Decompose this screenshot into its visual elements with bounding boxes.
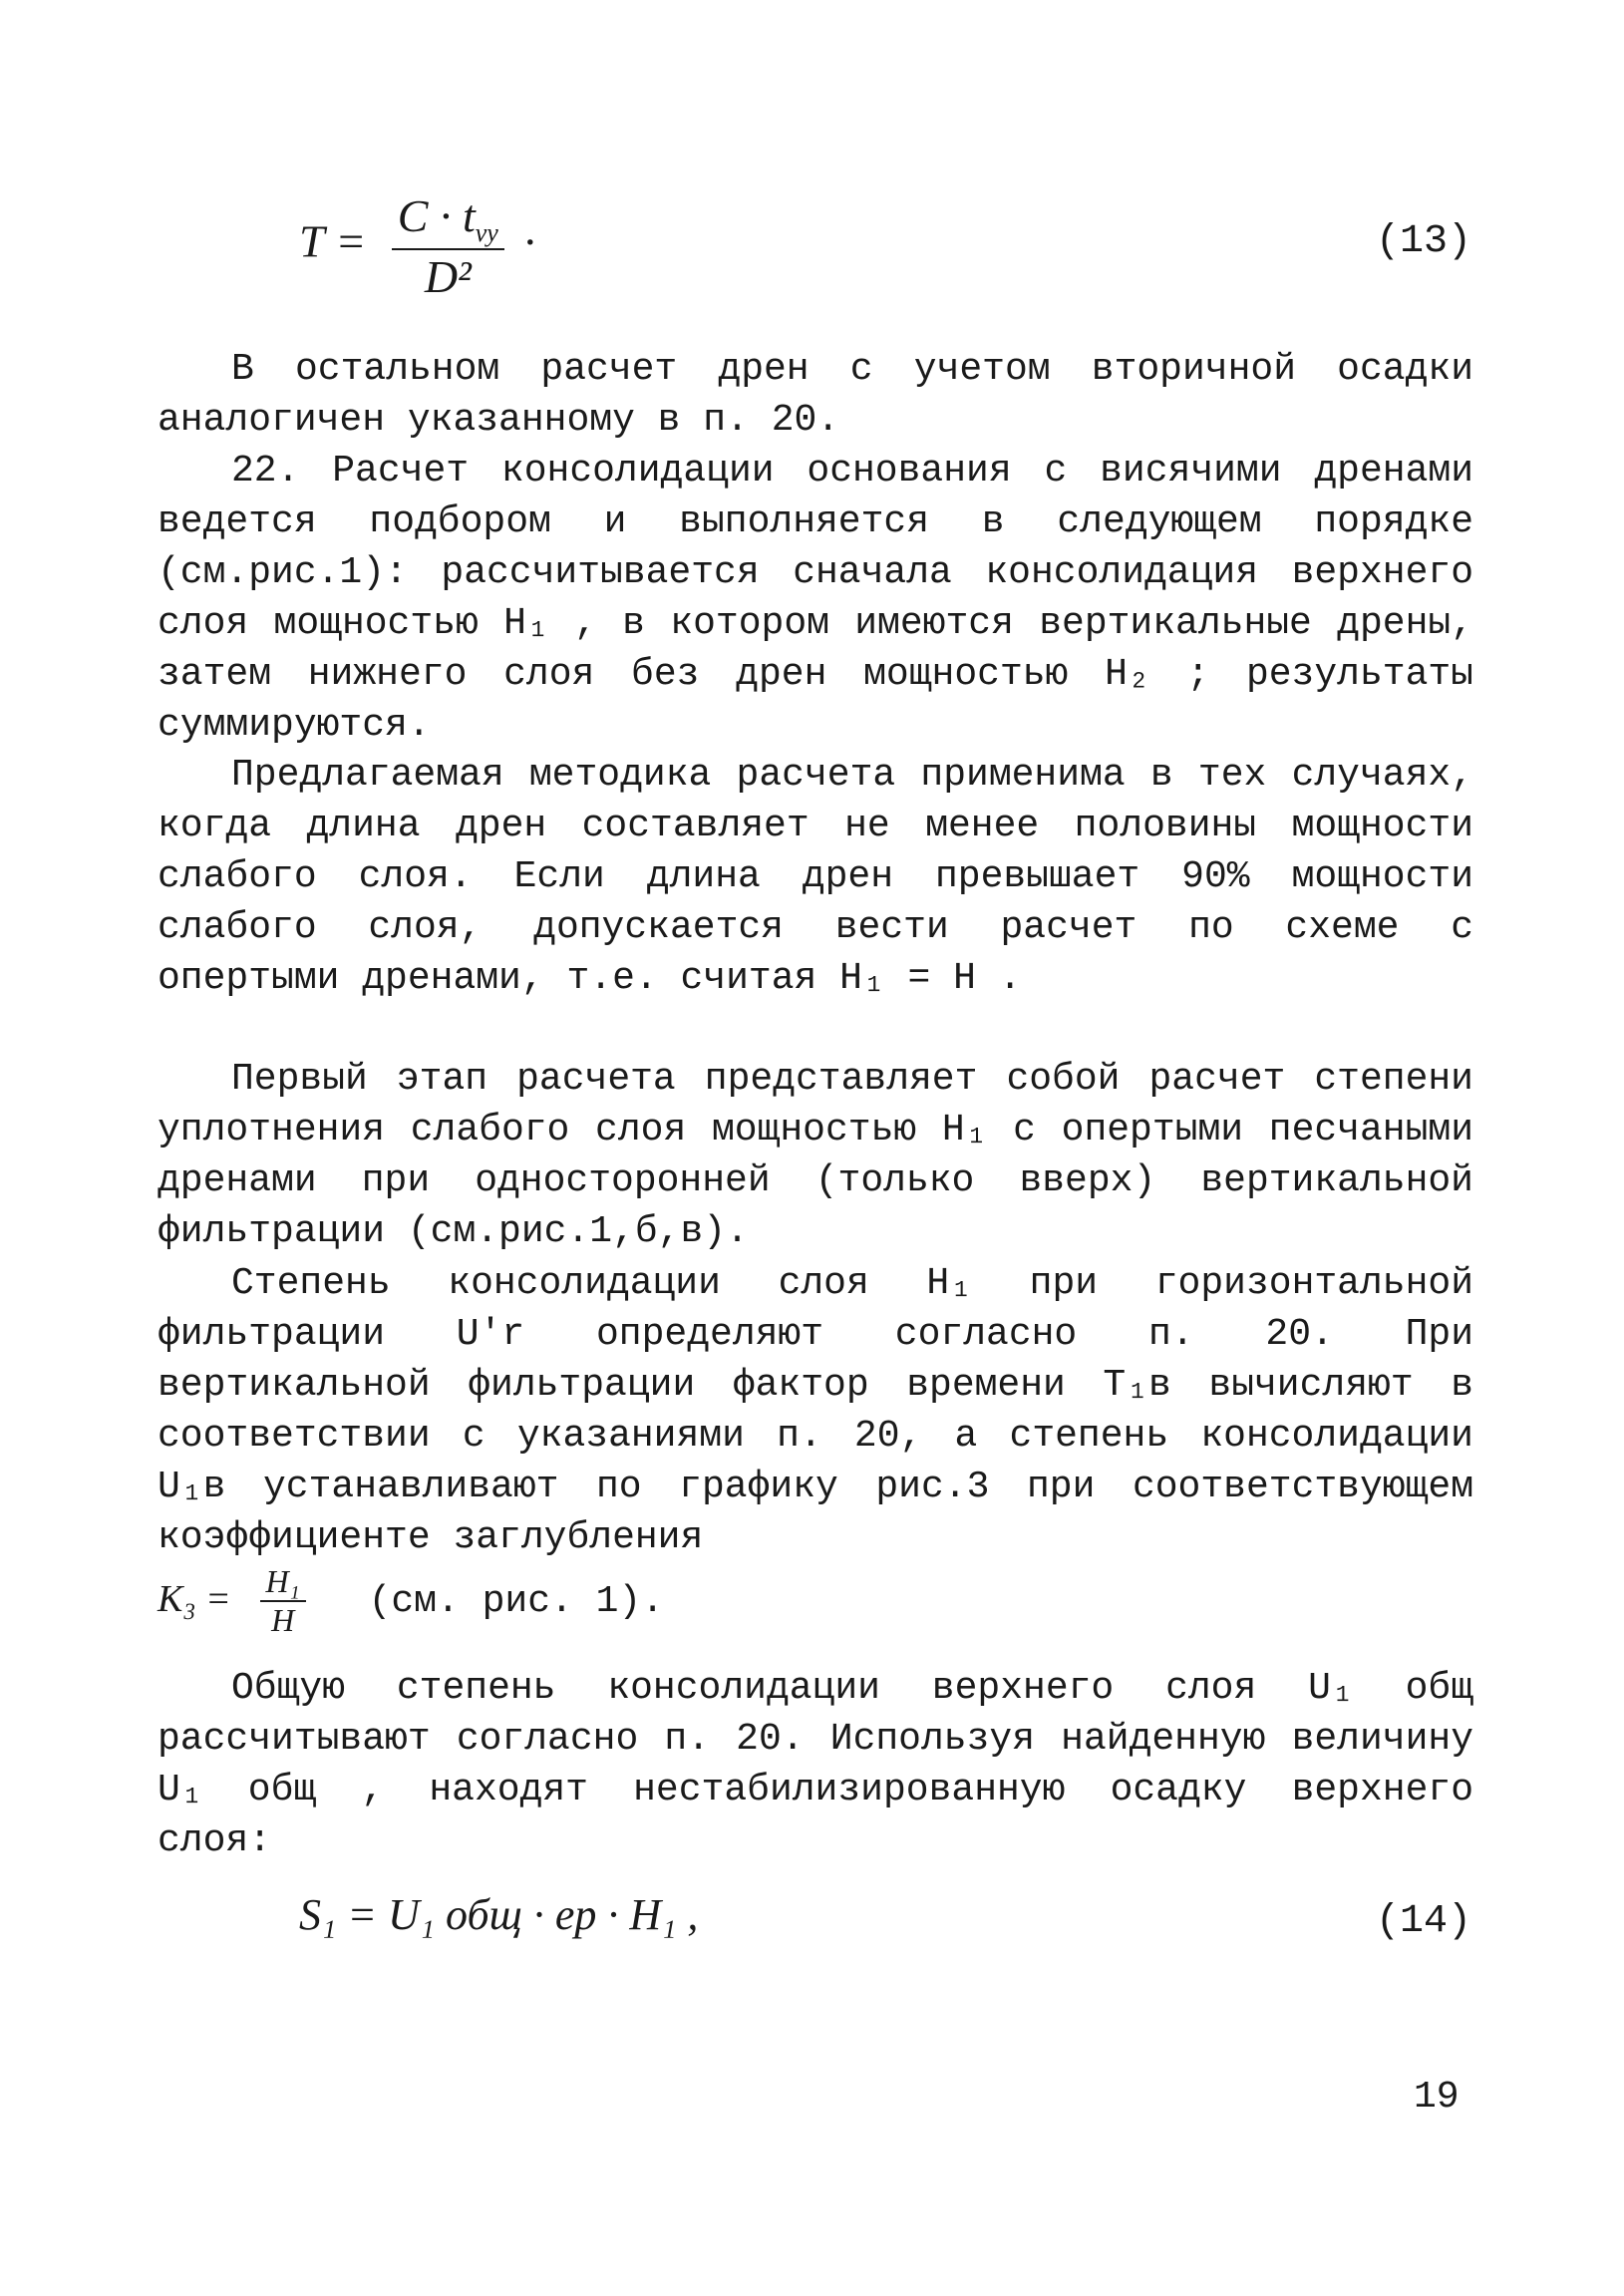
formula-14: S₁ = U₁ общ · eр · H₁ ,: [299, 1890, 699, 1939]
depth-coefficient-numerator: H₁: [260, 1563, 306, 1602]
equation-number-14: (14): [1376, 1899, 1472, 1944]
formula-13-lhs: T =: [299, 215, 367, 267]
page-number: 19: [1414, 2076, 1460, 2119]
formula-13-numerator: $C \cdot t_{vy}$: [392, 189, 504, 250]
paragraph-1: В остальном расчет дрен с учетом вторичной осадки аналогичен указанному в п. 20.: [158, 348, 1473, 442]
paragraph-3: Предлагаемая методика расчета применима в тех случаях, когда длина дрен составляет не менее половины мощности слабого слоя. Если длина дрен превышает 90% мощности слабого слоя, допускается вести расчет по схеме с опертыми дренами, т.е. считая H₁ = H .: [158, 754, 1473, 1000]
formula-13-subscript: vy: [475, 218, 498, 248]
formula-13-tail: ·: [523, 215, 535, 267]
paragraph-2: 22. Расчет консолидации основания с висячими дренами ведется подбором и выполняется в следующем порядке (см.рис.1): рассчитывается сначала консолидация верхнего слоя мощностью H₁ , в котором имеются вертикальные дрены, затем нижнего слоя без дрен мощностью H₂ ; результаты суммируются.: [158, 450, 1473, 747]
paragraph-5-tail: (см. рис. 1).: [368, 1580, 665, 1624]
formula-13: [299, 189, 535, 303]
equation-number-13: (13): [1376, 219, 1472, 264]
formula-13-denominator: D²: [424, 251, 472, 303]
formula-13-fraction: [392, 189, 504, 303]
paragraph-6: Общую степень консолидации верхнего слоя U₁ общ рассчитывают согласно п. 20. Используя найденную величину U₁ общ , находят нестабилизированную осадку верхнего слоя:: [158, 1667, 1473, 1862]
paragraph-4: Первый этап расчета представляет собой расчет степени уплотнения слабого слоя мощностью H₁ с опертыми песчаными дренами при односторонней (только вверх) вертикальной фильтрации (см.рис.1,б,в).: [158, 1058, 1473, 1253]
depth-coefficient-lhs: K₃ =: [158, 1578, 231, 1621]
depth-coefficient-denominator: H: [271, 1602, 295, 1638]
paragraph-5-formula: [158, 1563, 664, 1639]
depth-coefficient-fraction: [260, 1563, 306, 1639]
paragraph-5: Степень консолидации слоя H₁ при горизонтальной фильтрации U′r определяют согласно п. 20. При вертикальной фильтрации фактор времени T₁в вычисляют в соответствии с указаниями п. 20, а степень консолидации U₁в устанавливают по графику рис.3 при соответствующем коэффициенте заглубления: [158, 1262, 1473, 1559]
